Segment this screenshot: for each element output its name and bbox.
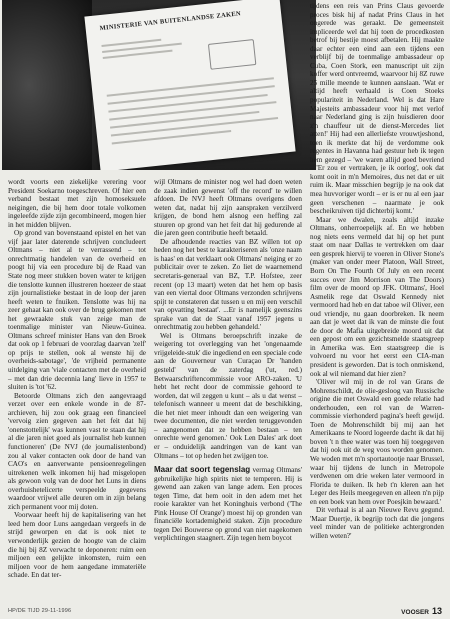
section-heading: Maar dat soort tegenslag xyxy=(154,465,251,475)
letter-photo xyxy=(2,0,316,170)
letterhead-text: MINISTERIE VAN BUITENLANDSE ZAKEN xyxy=(99,10,242,33)
letter-stamp xyxy=(208,39,256,70)
page-number: 13 xyxy=(431,606,442,616)
paragraph: De afhoudende reacties van BZ willen tot op heden nog het best te karakteriseren als 'onze naam is haas' en dat verklaart ook Oltmans' neiging er zo publicitair over te zeken. Zo liet de waarnemend secretaris-generaal van BZ, T.P. Hofstee, zeer recent (op 13 maart) weten dat het hem op basis van een viertal door Oltmans verzonden schrijvens spijt te constateren dat tussen u en mij een verschil van opvatting bestaat'. ...Er is namelijk geenszins sprake van dat de Staat vanaf 1957 jegens u onrechtmatig zou hebben gehandeld.' xyxy=(154,237,302,332)
paragraph: Dit verhaal is al aan Nieuwe Revu gegund. 'Maar Duertje, ik begrijp toch dat die jongens veel minder van de politieke achtergronden willen weten?' xyxy=(310,506,444,540)
page-footer xyxy=(0,606,450,619)
photo-shadow xyxy=(2,0,92,170)
paragraph: 'Oliver wil mij in de rol van Grans de Mohrenschildt, de olie-gesloog van Russische origine die met Oswald een goede relatie had onderhouden, een rol van de Warren-commissie vierhonderd pagina's heeft gewijd. Toen de Mohrenschildt bij mij aan het Amerikaans te Noord logeerde dacht ik dat hij boven 't n thee water was toen hij toegegeven dat hij ook uit de weg voos worden genomen. We woden met m'n sportautootje naar Brussel, waar hij tijdens de lunch in Metropole verdwenen om drie weken later vermoord in Florida te duiken. Ik heb t'n kleren aan het Leger des Heils meegegeven en alleen n'n pijp en een boek van hem over Poesjkin bewaard.' xyxy=(310,378,444,506)
paragraph: Betoorde Oltmans zich den aangevraagd verzet over een enkele wonde in de 87-archieven, hij zou ook graag een financieel 'vervoig zien gegeven aan het feit dat hij 'onenstottelijk' was kunnen vast te staan dat hij al die jaren niet goed als journalist heb kunnen functioneren' (De NVJ (de journalistenbond) zou al vaker contacten ook door de hand van CAO's en aanverwante pensioenregelingen uitrekenen welk inkomen hij had misgelopen als gewoon volg van de door het Luns in diens overhuishetelicerte verspeelde gegevens waardoor vrijwel alle deuren om in zijn belang zich permanent voor mij doten. xyxy=(8,391,146,511)
paragraph: Voorwaar heeft hij de kapitalisering van het leed hem door Luns aangedaan vergeefs in de strijd geworpen en dat is ook niet te verwonderlijk gezien de hoogte van de claim die hij bij 8Z verwacht te deponeren: ruim een miljoen een gelijkte inkomsten, ruim een miljoen voor de hem aangedane immateriële schade. En dat ter- xyxy=(8,511,146,580)
letter-sheet xyxy=(84,0,295,170)
footer-section xyxy=(401,606,442,616)
paragraph: Maar we dwalen, zoals altijd inzake Oltmans, onherroepelijk af. En we hebben nog niets eens vermeld dat hij op het punt staat om naar Dallas te vertrekken om daar een gesprek hiervij te voeren in Oliver Stone's (maker van onder meer Platoon, Wall Street, Born On The Fourth Of July en een recent succes over Jim Morrison van The Doors) film over de moord op JFK. Oltmans', Hoel Asmelik rege dat Oswald Kennedy niet vermoord had heb en dat taboe wil Oliver, een oud vriendje, nu gaan doorbreken. Ik neem aan dat je weet dat ik van de minste die fout de door de Mafia uitgebreide moord uit dat een gepost om een gezichtsmelde staatsgreep in Amerika was. Een staatsgreep die is volvoerd nu voor het eerst een CIA-man president is geworden. Dat is toch onmiskend, ook al wil niemand dat hier zien? xyxy=(310,215,444,378)
column-3 xyxy=(310,2,444,540)
paragraph: Op grond van bovenstaand epistel en het van vijf jaar later daterende schrijven concludeert Oltmans – niet al te verrassend – tot onrechtmatig handelen van de overheid en poogt hij via een procedure bij de Raad van State nog meer stukken boven water te krijgen die tenslotte kunnen illustreren hoezeer de staat zijn journalistieke bestaat in de loop der jaren heeft weten te fnuiken. Tenslotte was hij na zeer gehaat kan ook over de brug gekomen met het gewraakte stuk van zeige man de toenmalige minister van Nieuw-Guinea. Oltmans schreef minister Hans van den Broek dat ook op 1 februari de voorzlag daarvan 'zelf' op prijs te stellen, ook al wenste hij de overheids-sabotage', 'de vrijheid permanente uitdelging van 'viale contacten met de overheid – met dan drie decennia lang' lieve in 1957 te sluiten is 'tot '62. xyxy=(8,229,146,392)
paragraph: wordt voorts een ziekelijke verering voor President Soekarno toegeschreven. Of hier een verband bestaat met zijn homoseksuele neigingen, die bij hem door totale volkomen ingeleefde zijde zijn gecombineerd, mogen hier in het midden blijven. xyxy=(8,178,146,229)
paragraph xyxy=(154,466,302,543)
paragraph-text: vermag Oltmans' gebruikelijke high spirits niet te temperen. Hij is gewend aan zaken van lange adem. Een proces tegen Time, dat hem ooit in den adem met het rooie karakter van het Koninghuis verbond ('The Pink House Of Orange') moest hij op gronden van financiële kortademigheid staken. Zijn procedure tegen Dei Bouwerse op grond van niet nagekomen verplichtingen staagnert. Zijn tegen hem boycot xyxy=(154,466,303,543)
column-1 xyxy=(8,178,146,580)
paragraph: tijdens een reis van Prins Claus gevoerde proces bisk hij af nadat Prins Claus in het ongerede was geraakt. De gemeensteit impliceerde wel dat hij toen de procedkosten betrof bij bestije moest afbetalen. Hij maakte daar echter een eind aan een tijdens een verblijf bij de toenmalige ambassadeur op Cuba, Coen Stork, een manuscript uit zijn koffer werd ontvreemd, waarvoor hij 8Z ruwe 25 mille meende te kunnen aanslaan. 'Wat er altijd heeft verhaald is Coen Stoeks populariteit in Nederland. Wel is dat Hare Majesteits ambassadeur voor hij met verlof naar Nederland ging is zijn huisdieren door z'n chauffeur uit de dienst-Mercedes liet atten!' Hij had een allerliefste vrouwtjeshond, toen ik merkte dat hij de verdomme ook regentes in Havanna had gestuur heb ik tegen hem gezegd – 'we waren allijd goed bevriend – 'Er zou er vertraken, je ik oorlog', ook dat komt ooit in m'n Memoires, dus net dat er uit ruim ik. Maar misschien begrijp je na ook dat mea huvvoriger wordt – er is er nu al een jaar geen verschenen – naarmate je ook bescheikruiven tijd dichterbij komt.' xyxy=(310,2,444,216)
paragraph: Wel is Oltmans beroepschrift inzake de weigering tot overlegging van het 'ongenaamde vrijgeleide-stuk' die ingediend en een speciale code aan de Gouverneur van Curaçao Dr 'handen gesteld' van de zaterdag ('ut, red.) Betwaarschriftencommissie voor ARO-zaken. 'U hebt het recht door de commissie gehoord te worden, dat wil zeggen u kunt – als u dat wenst – telefonisch wanneer u meent dat de beschikking, die het niet meer inhoudt dan een weigering van twee documenten, die niet werden teruggevonden – aangenomen dat ze hebben bestaan – ten onrechte werd genomen.' Ook Len Dales' ark doet er – onduidelijk aandringen van de kant van Oltmans – tot op heden het zwijgen toe. xyxy=(154,331,302,460)
column-2 xyxy=(154,178,302,543)
footer-publication: HP/DE TIJD 29-11-1996 xyxy=(8,608,72,614)
footer-section-label: VOOSER xyxy=(401,609,429,616)
paragraph: wijl Oltmans de minister nog wel had doen weten de zaak indien gewenst 'off the record' te willen afdoen. De NVJ heeft Oltmans overigens doen weten dat, nadat hij zijn aanspraken verzilverd krijgen, de bond hem alsnog een heffing zal stuuren op grond van het feit dat hij gedurende al die jaren geen contributie heeft betaald. xyxy=(154,178,302,238)
